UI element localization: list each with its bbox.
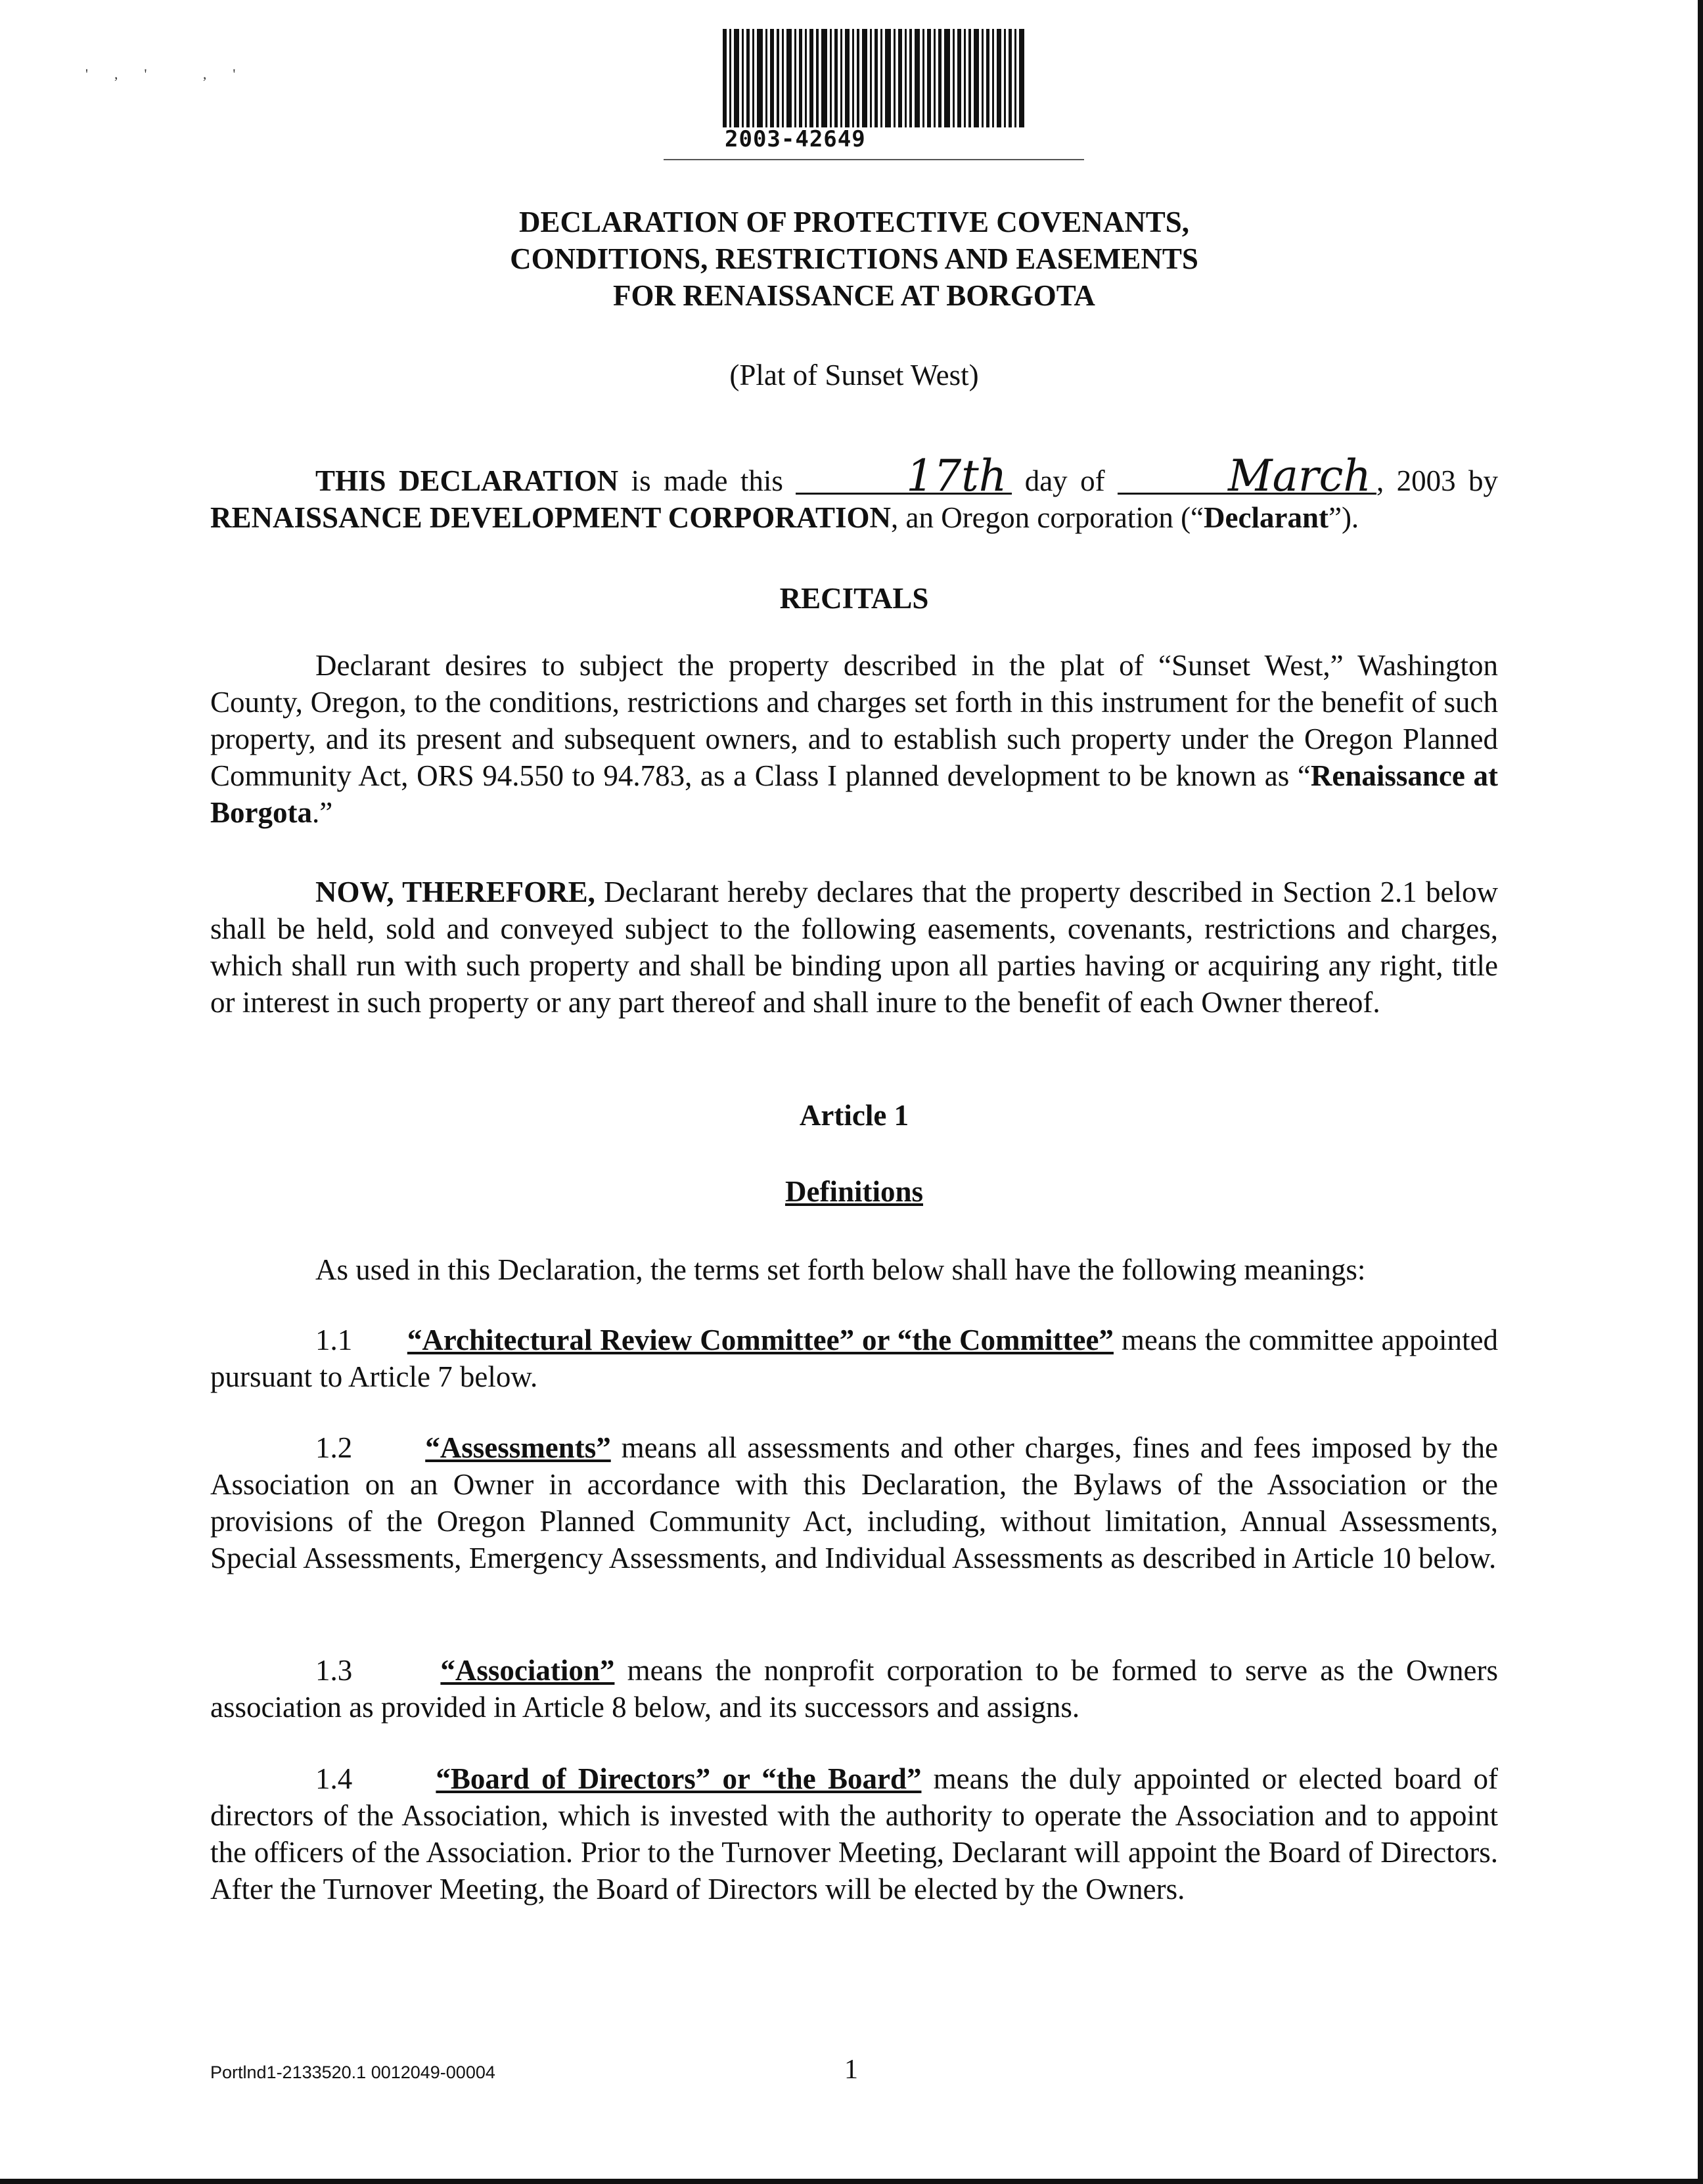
definition-text: means the committee appointed pursuant to Article 7 below. [210,1324,1499,1393]
handwritten-month: March [1118,460,1376,495]
intro-company-desc: , an Oregon corporation (“ [890,501,1204,534]
handwritten-day: 17th [796,460,1012,495]
intro-close: ”). [1328,501,1359,534]
footer-document-id: Portlnd1-2133520.1 0012049-00004 [210,2062,495,2082]
intro-declarant: Declarant [1204,501,1328,534]
definition-term: “Assessments” [425,1431,611,1464]
recital-end: .” [311,796,333,829]
definition-term: “Architectural Review Committee” or “the Committee” [407,1324,1114,1356]
title-line-3: FOR RENAISSANCE AT BORGOTA [613,279,1095,312]
definition-item [210,1760,1498,1907]
recital-name: Renaissance at Borgota [210,759,1499,829]
definition-number: 1.3 [315,1654,353,1687]
definition-item [210,1429,1498,1576]
barcode-image [723,29,1025,127]
intro-made-this: is made this [618,464,796,497]
definitions-heading: Definitions [784,1175,923,1208]
definitions-intro: As used in this Declaration, the terms set forth below shall have the following meanings: [315,1253,1366,1286]
recital-text: Declarant desires to subject the property described in the plat of “Sunset West,” Washington County, Oregon, to the conditions, restrictions and charges set forth in this instrument for the benefit of such property, and its present and subsequent owners, and to establish such property under the Oregon Planned Community Act, ORS 94.550 to 94.783, as a Class I planned development to be known as “ [210,649,1498,792]
article-heading: Article 1 [799,1099,909,1132]
intro-paragraph [210,451,1498,536]
definition-number: 1.2 [315,1431,353,1464]
definition-term: “Association” [440,1654,615,1687]
barcode-underline [664,159,1084,160]
definition-text: means the duly appointed or elected board of directors of the Association, which is invested with the authority to operate the Association and to appoint the officers of the Association. Prior to the Turnover Meeting, Declarant will appoint the Board of Directors. After the Turnover Meeting, the Board of Directors will be elected by the Owners. [210,1762,1499,1905]
footer-page-number: 1 [844,2055,858,2085]
recitals-heading: RECITALS [779,582,929,615]
now-therefore-lead: NOW, THEREFORE, [315,876,595,908]
intro-company: RENAISSANCE DEVELOPMENT CORPORATION [210,501,891,534]
definition-item [210,1652,1498,1726]
title-line-2: CONDITIONS, RESTRICTIONS AND EASEMENTS [510,242,1198,275]
definition-number: 1.4 [315,1762,353,1795]
definition-text: means all assessments and other charges, fines and fees imposed by the Association on an Owner in accordance with this Declaration, the Bylaws of the Association or the provisions of the Oregon Planned Community Act, including, without limitation, Annual Assessments, Special Assessments, Emergency Assessments, and Individual Assessments as described in Article 10 below. [210,1431,1499,1574]
definition-item [210,1322,1498,1395]
recording-number: 2003-42649 [725,126,866,152]
intro-this-declaration: THIS DECLARATION [315,464,619,497]
intro-year-by: , 2003 by [1376,464,1498,497]
definition-text: means the nonprofit corporation to be formed to serve as the Owners association as provided in Article 8 below, and its successors and assigns. [210,1654,1498,1724]
now-therefore-text: Declarant hereby declares that the property described in Section 2.1 below shall be held, sold and conveyed subject to the following easements, covenants, restrictions and charges, which shall run with such property and shall be binding upon all parties having or acquiring any right, title or interest in such property or any part thereof and shall inure to the benefit of each Owner thereof. [210,876,1498,1019]
title-line-1: DECLARATION OF PROTECTIVE COVENANTS, [518,206,1190,238]
document-subtitle: (Plat of Sunset West) [729,359,979,391]
now-therefore-paragraph [210,874,1498,1021]
document-title [210,204,1498,314]
intro-day-of: day of [1012,464,1118,497]
definition-term: “Board of Directors” or “the Board” [436,1762,922,1795]
definition-number: 1.1 [315,1324,353,1356]
recital-paragraph [210,647,1498,831]
scan-specks: ',' ,' [85,66,262,82]
